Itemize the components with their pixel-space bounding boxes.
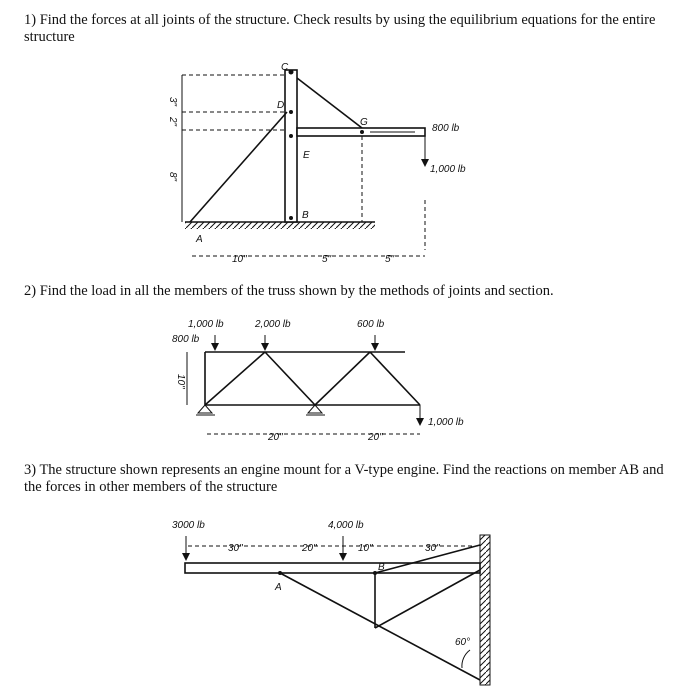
question-1: 1) Find the forces at all joints of the structure. Check results by using the equilibrium equations for the entire structure — [24, 12, 656, 45]
dim-5in-b: 5" — [385, 254, 395, 265]
load-3000lb: 3000 lb — [172, 520, 205, 531]
figure-3-engine-mount — [185, 535, 490, 685]
dim-10in-height: 10" — [175, 374, 186, 389]
load-1000lb: 1,000 lb — [430, 164, 466, 175]
dim-10in: 10" — [232, 254, 247, 265]
ground-hatch — [185, 222, 375, 229]
dim-8in: 8" — [167, 172, 178, 182]
diagonal-CG — [297, 78, 362, 128]
load-800lb-side: 800 lb — [172, 334, 200, 345]
diagonal-AD — [190, 112, 287, 222]
dim-30in-a: 30" — [228, 543, 243, 554]
angle-60: 60° — [455, 637, 471, 648]
load-800lb: 800 lb — [432, 123, 460, 134]
wall — [480, 535, 490, 685]
dim-2in: 2" — [167, 117, 178, 127]
question-3: 3) The structure shown represents an engine mount for a V-type engine. Find the reactions on member AB and the forces in other members of the structure — [24, 462, 664, 495]
vertical-member — [285, 70, 297, 222]
question-2: 2) Find the load in all the members of the truss shown by the methods of joints and section. — [24, 283, 554, 299]
dim-10in: 10" — [358, 543, 373, 554]
load-4000lb: 4,000 lb — [328, 520, 364, 531]
label-C: C — [281, 62, 289, 73]
dim-20in-a: 20" — [268, 432, 283, 443]
dim-20in-b: 20" — [368, 432, 383, 443]
label-A: A — [196, 234, 203, 245]
load-1000lb-bottom: 1,000 lb — [428, 417, 464, 428]
load-1000lb-top: 1,000 lb — [188, 319, 224, 330]
label-E: E — [303, 150, 310, 161]
label-B: B — [302, 210, 309, 221]
member-AB-beam — [185, 563, 480, 573]
load-600lb-top: 600 lb — [357, 319, 385, 330]
figure-1-structure — [182, 70, 425, 257]
dim-20in: 20" — [302, 543, 317, 554]
label-A-fig3: A — [275, 582, 282, 593]
label-G: G — [360, 117, 368, 128]
load-2000lb-top: 2,000 lb — [255, 319, 291, 330]
figure-2-truss — [187, 335, 420, 434]
dim-3in: 3" — [167, 97, 178, 107]
dim-5in-a: 5" — [322, 254, 332, 265]
dim-30in-b: 30" — [425, 543, 440, 554]
label-B-fig3: B — [378, 562, 385, 573]
label-D: D — [277, 100, 285, 111]
